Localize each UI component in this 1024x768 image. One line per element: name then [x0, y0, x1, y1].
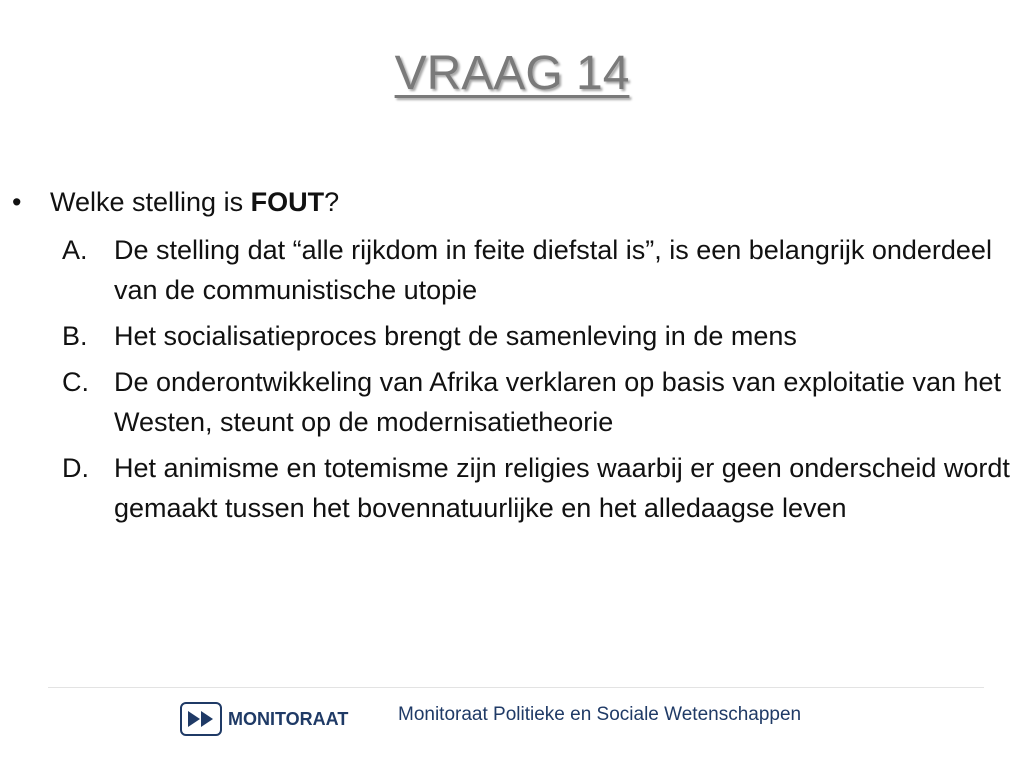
option-text: De onderontwikkeling van Afrika verklaren op basis van exploitatie van het Westen, steunt op de modernisatietheorie [114, 367, 1002, 437]
answer-options [0, 230, 1024, 528]
option-text: Het animisme en totemisme zijn religies waarbij er geen onderscheid wordt gemaakt tussen het bovennatuurlijke en het alledaagse leven [114, 453, 1010, 523]
logo-wordmark: MONITORAAT [228, 708, 349, 729]
monitoraat-logo [180, 700, 360, 738]
footer-divider [48, 687, 984, 688]
question-text [50, 180, 339, 224]
option-c [0, 362, 1024, 442]
footer-caption: Monitoraat Politieke en Sociale Wetenschappen [398, 704, 802, 725]
option-letter: D. [62, 453, 89, 483]
option-letter: B. [62, 321, 88, 351]
fast-forward-icon [180, 702, 222, 736]
question [0, 180, 1024, 224]
option-text: De stelling dat “alle rijkdom in feite diefstal is”, is een belangrijk onderdeel van de communistische utopie [114, 235, 992, 305]
question-block [0, 180, 1024, 528]
slide-title: VRAAG 14 [394, 47, 630, 100]
option-d [0, 448, 1024, 528]
option-letter: A. [62, 235, 88, 265]
option-letter: C. [62, 367, 89, 397]
question-suffix: ? [324, 187, 340, 217]
bullet-icon: • [12, 187, 22, 217]
question-prefix: Welke stelling is [50, 187, 251, 217]
option-text: Het socialisatieproces brengt de samenleving in de mens [114, 321, 797, 351]
option-a [0, 230, 1024, 310]
question-emphasis: FOUT [250, 187, 325, 217]
option-b [0, 316, 1024, 356]
